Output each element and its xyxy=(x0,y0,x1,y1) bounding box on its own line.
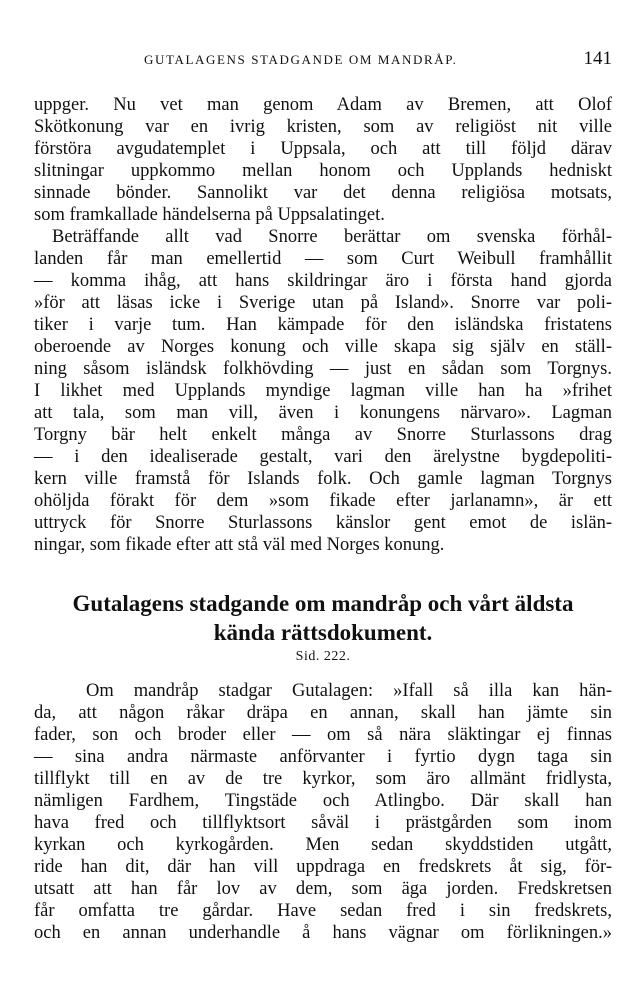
text-line: kyrkan och kyrkogården. Men sedan skyddstiden utgått, xyxy=(34,835,612,855)
text-line: sinnade bönder. Sannolikt var det denna religiösa motsats, xyxy=(34,183,612,203)
section-title xyxy=(34,589,612,647)
text-line: oberoende av Norges konung och ville skapa sig själv en ställ- xyxy=(34,337,612,357)
text-line: tillflykt till en av de tre kyrkor, som äro allmänt fridlysta, xyxy=(34,769,612,789)
text-line: Skötkonung var en ivrig kristen, som av religiöst nit ville xyxy=(34,117,612,137)
text-line: och en annan underhandle å hans vägnar om förlikningen.» xyxy=(34,923,612,943)
text-line: kern ville framstå för Islands folk. Och gamle lagman Torgnys xyxy=(34,469,612,489)
text-line: ning såsom isländsk folkhövding — just en sådan som Torgnys. xyxy=(34,359,612,379)
running-header xyxy=(34,48,614,72)
text-line: ride han dit, där han vill uppdraga en fredskrets åt sig, för- xyxy=(34,857,612,877)
section-title-line-1: Gutalagens stadgande om mandråp och vårt äldsta xyxy=(72,591,574,616)
text-line: Om mandråp stadgar Gutalagen: »Ifall så illa kan hän- xyxy=(86,681,612,701)
text-line: — sina andra närmaste anförvanter i fyrtio dygn taga sin xyxy=(34,747,612,767)
text-line: uppger. Nu vet man genom Adam av Bremen, att Olof xyxy=(34,95,612,115)
text-line: ohöljda förakt för dem »som fikade efter jarlanamn», är ett xyxy=(34,491,612,511)
text-line: — komma ihåg, att hans skildringar äro i första hand gjorda xyxy=(34,271,612,291)
text-line: som framkallade händelserna på Uppsalatinget. xyxy=(34,205,385,225)
text-line: Torgny bär helt enkelt många av Snorre Sturlassons drag xyxy=(34,425,612,445)
text-line: ningar, som fikade efter att stå väl med Norges konung. xyxy=(34,535,445,555)
text-line: »för att läsas icke i Sverige utan på Island». Snorre var poli- xyxy=(34,293,612,313)
page-number: 141 xyxy=(583,48,612,69)
text-line: utsatt att han får lov av dem, som äga jorden. Fredskretsen xyxy=(34,879,612,899)
text-line: landen får man emellertid — som Curt Weibull framhållit xyxy=(34,249,612,269)
text-line: — i den idealiserade gestalt, vari den ärelystne bygdepoliti- xyxy=(34,447,612,467)
text-line: uttryck för Snorre Sturlassons känslor gent emot de islän- xyxy=(34,513,612,533)
text-line: förstöra avgudatemplet i Uppsala, och att till följd därav xyxy=(34,139,612,159)
text-line: att tala, som man vill, även i konungens närvaro». Lagman xyxy=(34,403,612,423)
text-line: tiker i varje tum. Han kämpade för den isländska fristatens xyxy=(34,315,612,335)
text-line: slitningar uppkommo mellan honom och Upplands hedniskt xyxy=(34,161,612,181)
running-title: GUTALAGENS STADGANDE OM MANDRÅP. xyxy=(144,52,458,67)
text-line: nämligen Fardhem, Tingstäde och Atlingbo. Där skall han xyxy=(34,791,612,811)
text-line: hava fred och tillflyktsort såväl i prästgården som inom xyxy=(34,813,612,833)
page-reference: Sid. 222. xyxy=(295,649,351,664)
text-line: får omfatta tre gårdar. Have sedan fred i sin fredskrets, xyxy=(34,901,612,921)
text-line: da, att någon råkar dräpa en annan, skall han jämte sin xyxy=(34,703,612,723)
text-line: I likhet med Upplands myndige lagman ville han ha »frihet xyxy=(34,381,612,401)
text-line: Beträffande allt vad Snorre berättar om svenska förhål- xyxy=(52,227,612,247)
text-line: fader, son och broder eller — om så nära släktingar ej finnas xyxy=(34,725,612,745)
section-title-line-2: kända rättsdokument. xyxy=(213,620,433,645)
